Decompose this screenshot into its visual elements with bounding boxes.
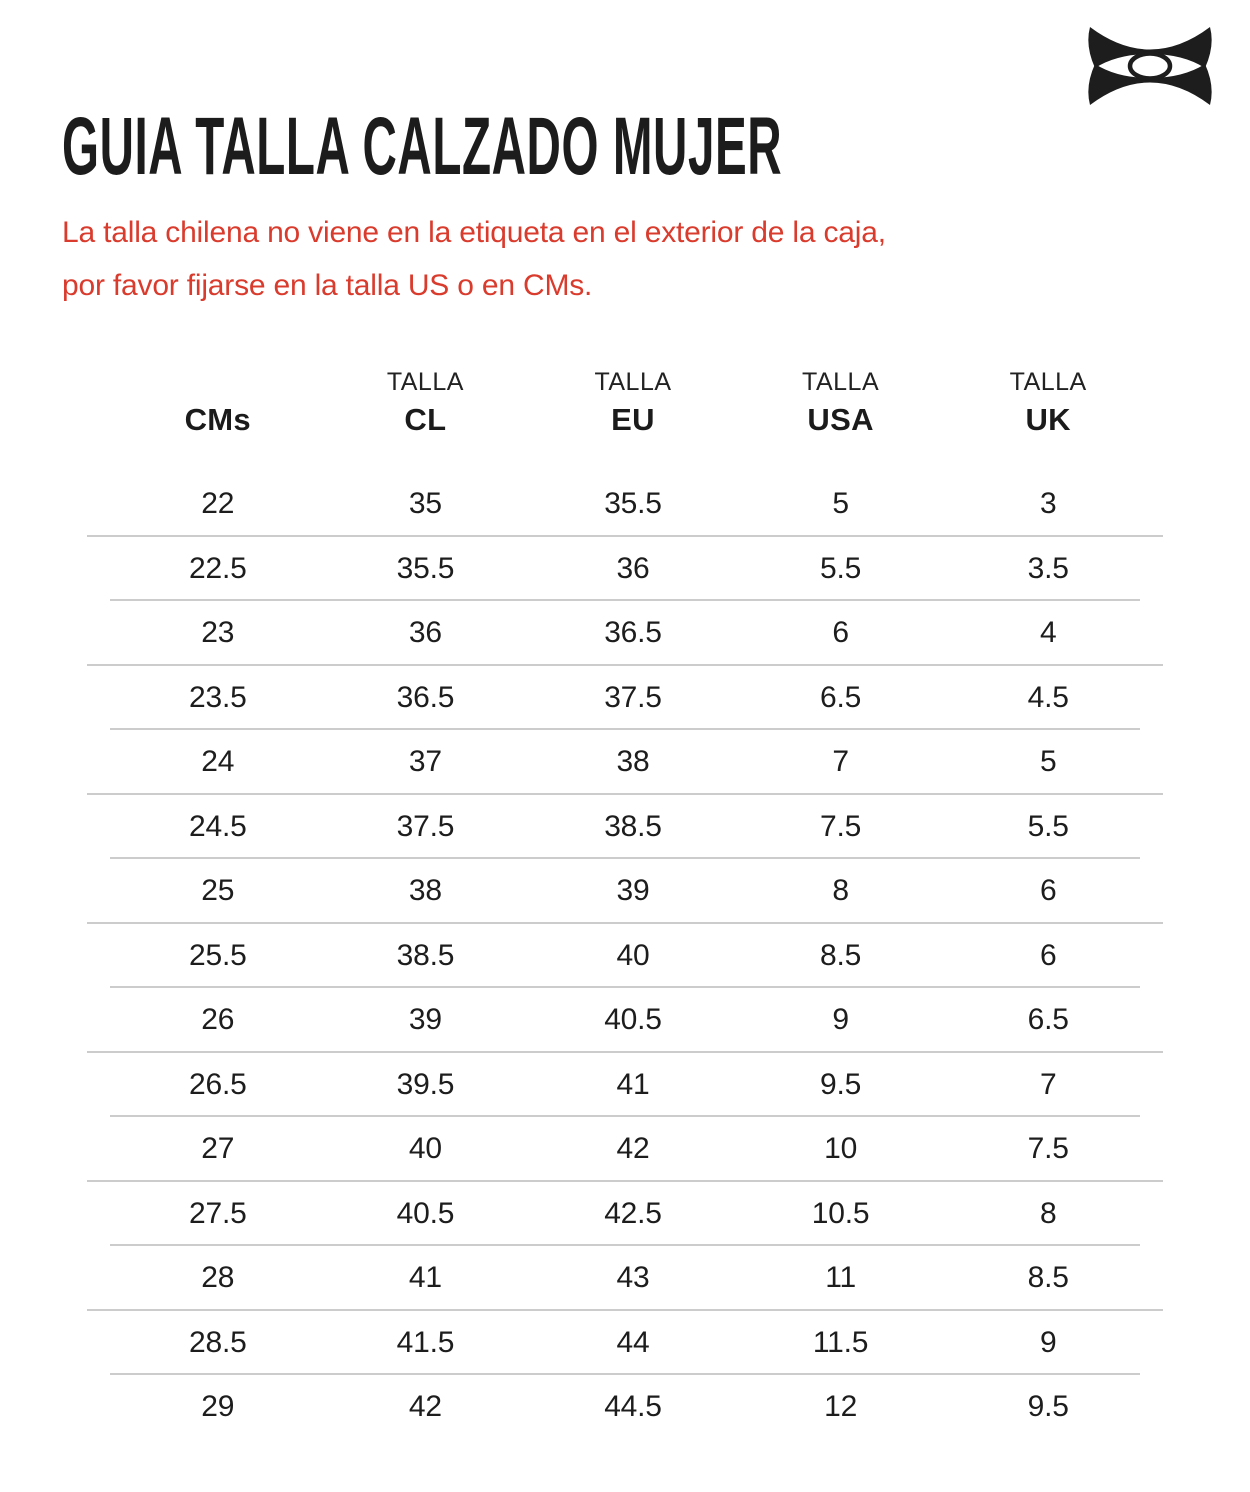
table-cell: 6 <box>1039 938 1057 972</box>
table-cell: 36.5 <box>396 680 455 714</box>
table-cell: 4.5 <box>1027 680 1069 714</box>
table-cell: 28 <box>201 1261 235 1295</box>
table-cell: 9.5 <box>820 1067 862 1101</box>
table-cell: 42 <box>408 1390 442 1424</box>
size-note-line2: por favor fijarse en la talla US o en CMs. <box>62 269 593 302</box>
table-cell: 26 <box>201 1003 235 1037</box>
table-cell: 41.5 <box>396 1325 455 1359</box>
table-cell: 23 <box>201 616 235 650</box>
table-cell: 8 <box>1039 1196 1057 1230</box>
table-cell: 8.5 <box>820 938 862 972</box>
table-cell: 6 <box>1039 874 1057 908</box>
table-cell: 9 <box>1039 1325 1057 1359</box>
table-cell: 10 <box>824 1132 858 1166</box>
column-header-main-label: CL <box>404 402 447 437</box>
table-cell: 3.5 <box>1027 551 1069 585</box>
table-cell: 41 <box>408 1261 442 1295</box>
table-cell: 35.5 <box>396 551 455 585</box>
table-cell: 28.5 <box>189 1325 247 1359</box>
size-note <box>62 206 886 312</box>
table-cell: 39 <box>616 874 650 908</box>
table-cell: 8.5 <box>1027 1261 1069 1295</box>
size-table-header <box>114 364 1152 440</box>
table-cell: 36 <box>408 616 442 650</box>
table-cell: 27.5 <box>189 1196 247 1230</box>
table-cell: 38 <box>616 745 650 779</box>
table-row <box>114 730 1152 795</box>
column-header-sub-label <box>114 364 322 400</box>
table-cell: 40.5 <box>396 1196 455 1230</box>
column-header-sub-label: TALLA <box>802 368 880 396</box>
table-cell: 25.5 <box>189 938 247 972</box>
table-cell: 35.5 <box>604 487 662 521</box>
table-cell: 5 <box>832 487 849 521</box>
table-cell: 5.5 <box>1027 809 1069 843</box>
table-row <box>114 472 1152 537</box>
table-cell: 40 <box>616 938 650 972</box>
table-cell: 6.5 <box>820 680 862 714</box>
table-cell: 4 <box>1039 616 1057 650</box>
table-row <box>114 1182 1152 1247</box>
table-row <box>114 1311 1152 1376</box>
table-cell: 11 <box>825 1261 856 1295</box>
table-cell: 7.5 <box>1027 1132 1069 1166</box>
table-row <box>114 1117 1152 1182</box>
table-cell: 37 <box>408 745 442 779</box>
table-cell: 24.5 <box>189 809 247 843</box>
column-header-usa <box>737 364 945 440</box>
table-cell: 7 <box>832 745 849 779</box>
table-cell: 22.5 <box>189 551 247 585</box>
column-header-sub-label: TALLA <box>594 368 672 396</box>
page-title <box>62 101 1250 192</box>
table-cell: 44 <box>616 1325 650 1359</box>
page-title-text: GUIA TALLA CALZADO MUJER <box>62 101 783 192</box>
table-cell: 24 <box>201 745 235 779</box>
table-cell: 29 <box>201 1390 235 1424</box>
column-header-sub-label: TALLA <box>386 368 464 396</box>
table-row <box>114 601 1152 666</box>
table-cell: 6.5 <box>1027 1003 1069 1037</box>
table-cell: 40 <box>408 1132 442 1166</box>
table-cell: 43 <box>616 1261 650 1295</box>
table-cell: 38.5 <box>604 809 662 843</box>
column-header-cms <box>114 364 322 440</box>
table-cell: 9 <box>832 1003 849 1037</box>
table-cell: 44.5 <box>604 1390 662 1424</box>
column-header-main-label: CMs <box>184 402 251 437</box>
table-row <box>114 1053 1152 1118</box>
table-cell: 37.5 <box>604 680 662 714</box>
table-cell: 27 <box>201 1132 235 1166</box>
table-cell: 26.5 <box>189 1067 247 1101</box>
table-cell: 39.5 <box>396 1067 455 1101</box>
column-header-main-label: UK <box>1025 402 1071 437</box>
table-cell: 42 <box>616 1132 650 1166</box>
table-row <box>114 537 1152 602</box>
table-row <box>114 795 1152 860</box>
table-cell: 6 <box>832 616 849 650</box>
table-row <box>114 666 1152 731</box>
column-header-uk <box>944 364 1152 440</box>
table-cell: 11.5 <box>812 1325 869 1359</box>
table-row <box>114 988 1152 1053</box>
table-cell: 39 <box>408 1003 442 1037</box>
table-cell: 40.5 <box>604 1003 662 1037</box>
table-cell: 25 <box>201 874 235 908</box>
table-cell: 3 <box>1039 487 1057 521</box>
under-armour-logo-icon <box>1088 26 1212 106</box>
size-note-line1: La talla chilena no viene en la etiqueta en el exterior de la caja, <box>62 216 886 249</box>
table-row <box>114 924 1152 989</box>
table-cell: 5.5 <box>820 551 862 585</box>
table-cell: 38 <box>408 874 442 908</box>
table-cell: 22 <box>201 487 235 521</box>
size-table-body <box>114 472 1152 1440</box>
table-cell: 9.5 <box>1027 1390 1069 1424</box>
table-cell: 10.5 <box>811 1196 870 1230</box>
table-cell: 7 <box>1039 1067 1057 1101</box>
column-header-sub-label: TALLA <box>1009 368 1087 396</box>
table-cell: 8 <box>832 874 849 908</box>
table-row <box>114 859 1152 924</box>
table-cell: 5 <box>1039 745 1057 779</box>
table-cell: 12 <box>824 1390 858 1424</box>
table-cell: 35 <box>408 487 442 521</box>
table-row <box>114 1375 1152 1440</box>
table-cell: 41 <box>616 1067 650 1101</box>
column-header-eu <box>529 364 737 440</box>
column-header-main-label: USA <box>807 402 874 437</box>
table-cell: 36 <box>616 551 650 585</box>
table-cell: 23.5 <box>189 680 247 714</box>
table-cell: 7.5 <box>820 809 862 843</box>
table-cell: 37.5 <box>396 809 455 843</box>
table-row <box>114 1246 1152 1311</box>
column-header-main-label: EU <box>611 402 655 437</box>
table-cell: 38.5 <box>396 938 455 972</box>
table-cell: 36.5 <box>604 616 662 650</box>
column-header-cl <box>322 364 530 440</box>
table-cell: 42.5 <box>604 1196 662 1230</box>
